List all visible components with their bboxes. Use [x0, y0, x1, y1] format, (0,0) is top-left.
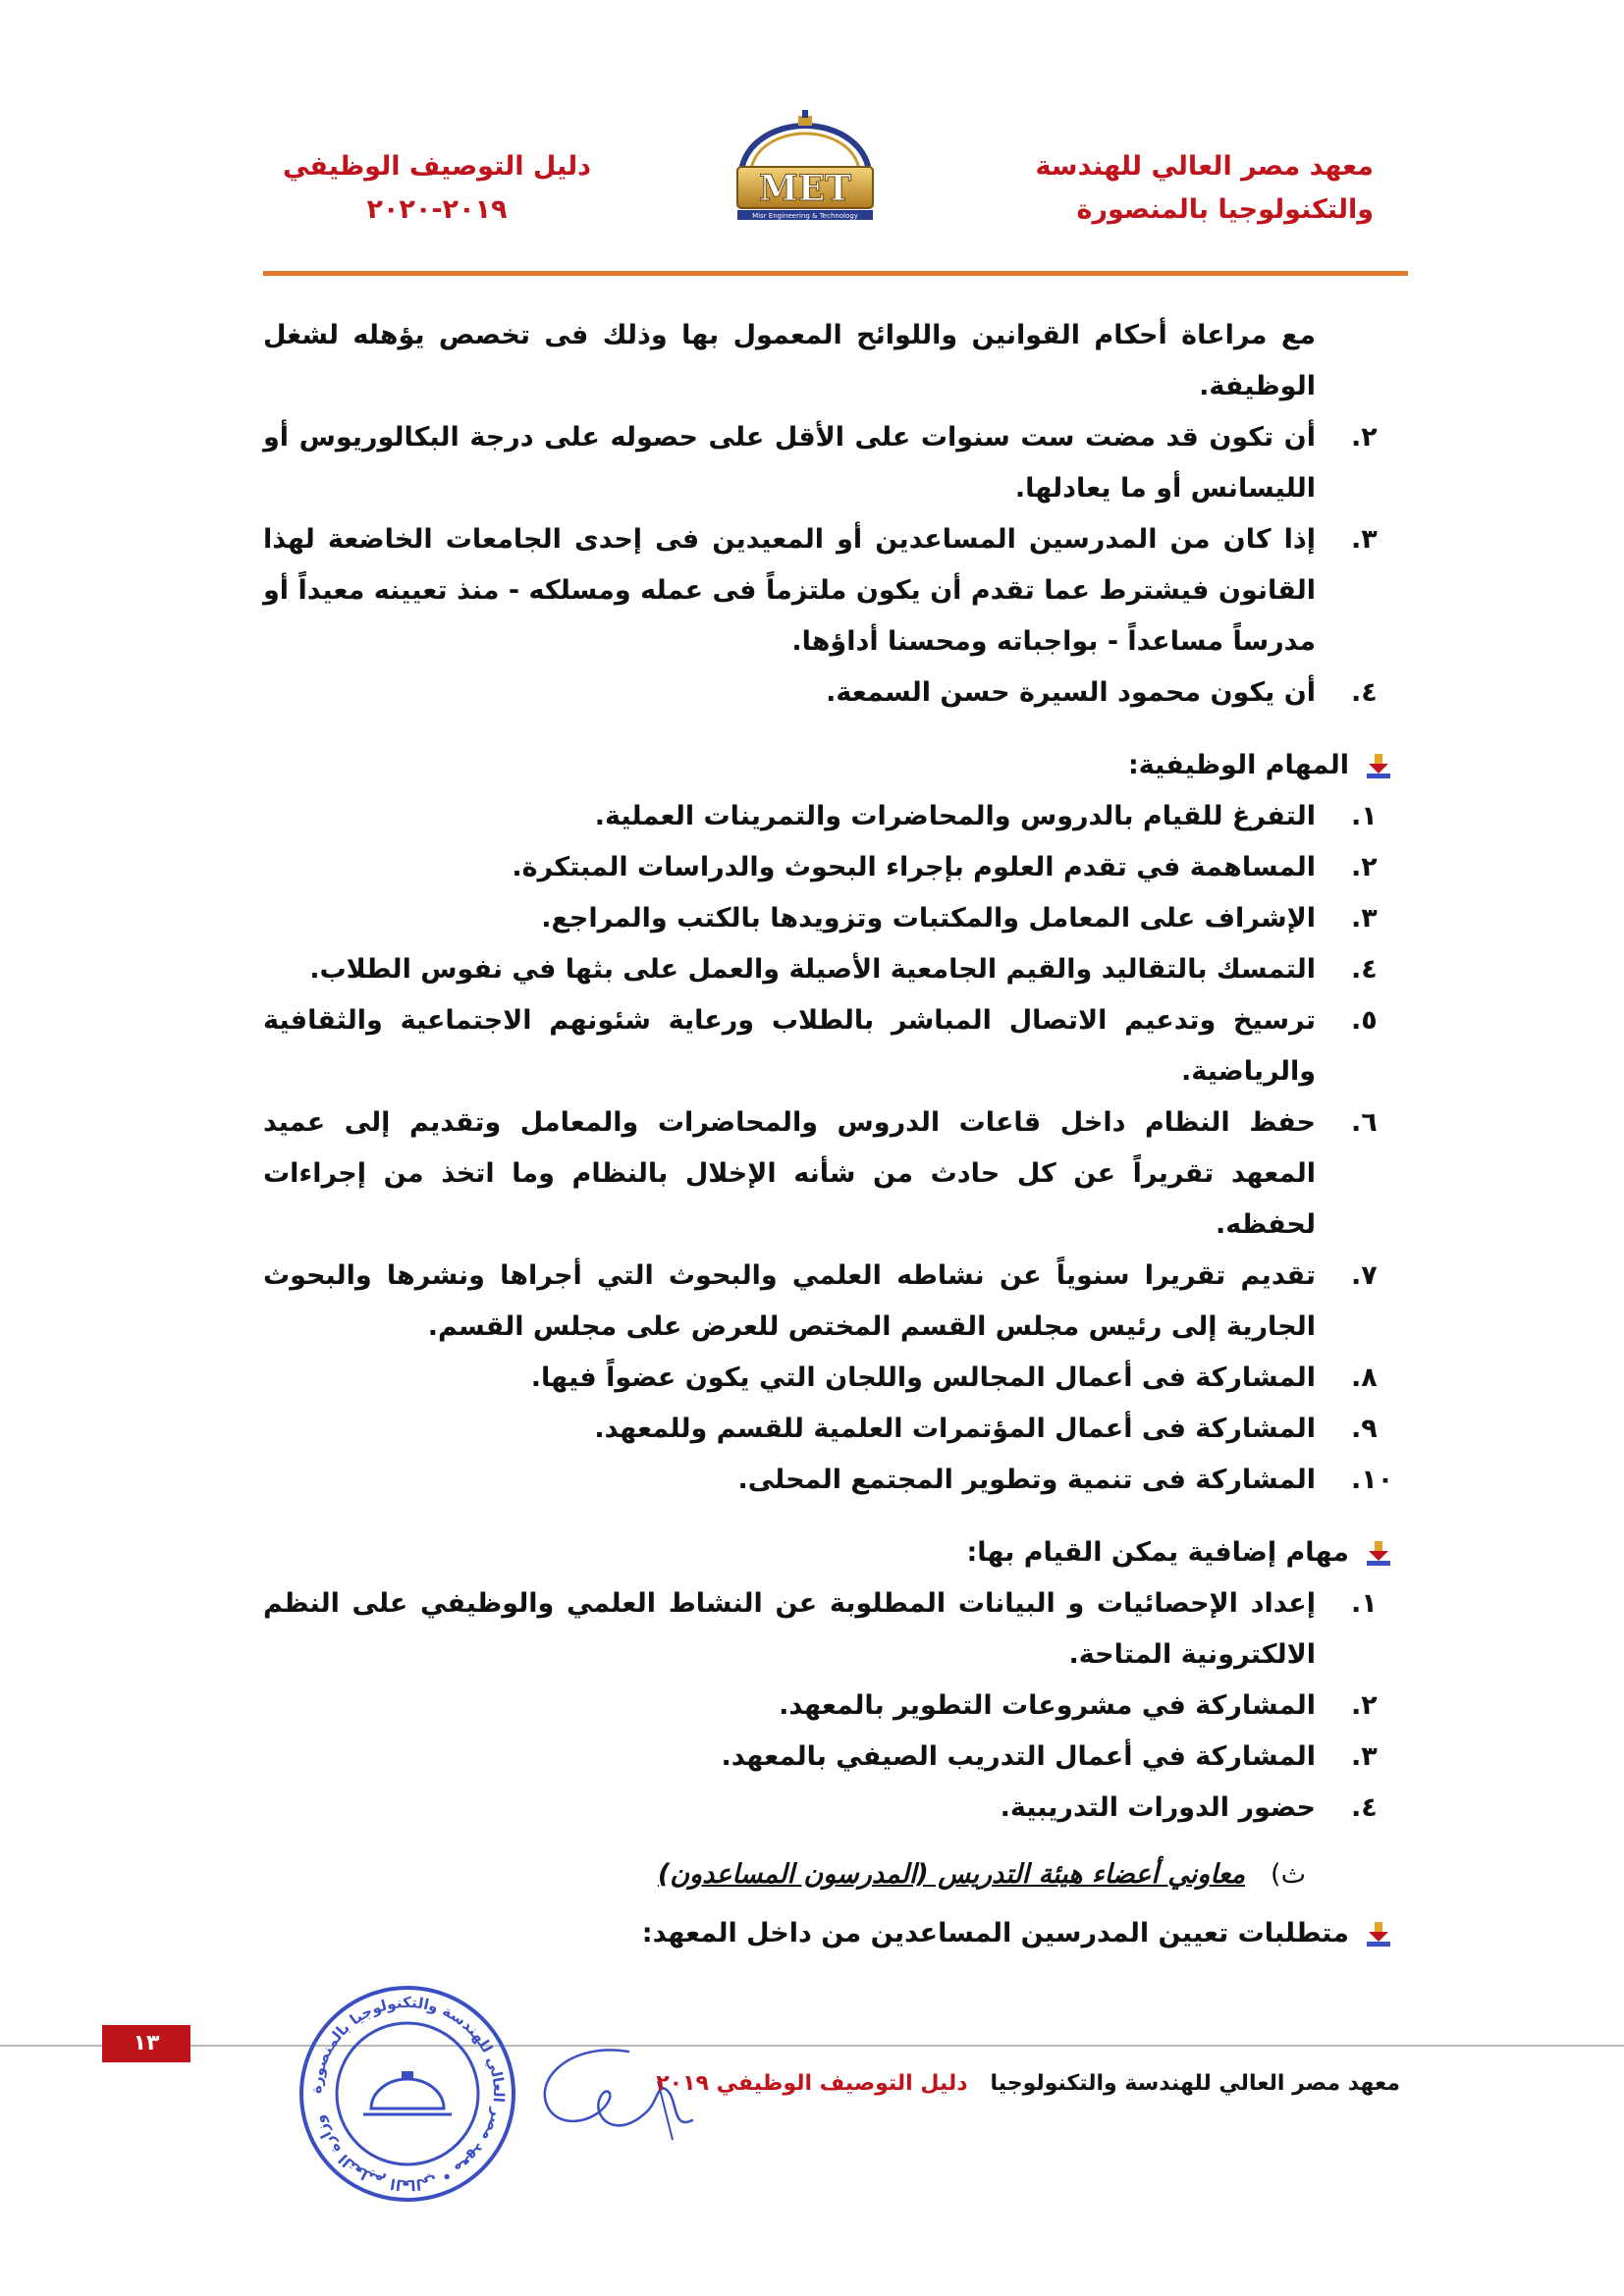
duty-number: ٣. — [1351, 903, 1378, 934]
duty-item — [263, 1404, 1394, 1455]
institute-logo — [722, 106, 889, 234]
duty-text: تقديم تقريرا سنوياً عن نشاطه العلمي والبحوث التي أجراها ونشرها والبحوث الجارية إلى رئيس مجلس القسم المختص للعرض على مجلس القسم. — [263, 1260, 1316, 1342]
extra-duty-number: ١. — [1351, 1588, 1378, 1619]
extra-duty-item — [263, 1783, 1394, 1834]
extra-duty-text: المشاركة في أعمال التدريب الصيفي بالمعهد. — [721, 1741, 1316, 1772]
header-institute-line2: والتكنولوجيا بالمنصورة — [1076, 194, 1374, 225]
requirement-number: ٣. — [1351, 524, 1378, 555]
extra-duty-number: ٣. — [1351, 1741, 1378, 1772]
intro-paragraph: مع مراعاة أحكام القوانين واللوائح المعمول بها وذلك فى تخصص يؤهله لشغل الوظيفة. — [263, 320, 1316, 401]
arrow-bullet-icon — [1363, 1537, 1394, 1569]
extra-duty-text: حضور الدورات التدريبية. — [1000, 1792, 1316, 1823]
duty-item — [263, 1455, 1394, 1506]
subsection-heading — [263, 1849, 1394, 1900]
page-number: ١٣ — [102, 2025, 190, 2062]
requirement-item — [263, 667, 1394, 719]
duty-text: المشاركة فى أعمال المجالس واللجان التي يكون عضواً فيها. — [530, 1362, 1316, 1393]
duty-item — [263, 1097, 1394, 1251]
header-guide-title: دليل التوصيف الوظيفي — [282, 151, 592, 182]
logo-text: MET — [758, 168, 852, 209]
subsection-title: معاوني أعضاء هيئة التدريس (المدرسون المساعدون) — [657, 1859, 1246, 1890]
requirement-item — [263, 514, 1394, 667]
duty-item — [263, 1251, 1394, 1353]
duty-text: التمسك بالتقاليد والقيم الجامعية الأصيلة والعمل على بثها في نفوس الطلاب. — [309, 954, 1316, 985]
duty-text: حفظ النظام داخل قاعات الدروس والمحاضرات والمعامل وتقديم إلى عميد المعهد تقريراً عن كل حادث من شأنه الإخلال بالنظام وما اتخذ من إجراءات لحفظه. — [263, 1107, 1316, 1240]
header-institute — [961, 145, 1374, 232]
duty-item — [263, 944, 1394, 995]
subsection-letter: ث) — [1271, 1859, 1306, 1890]
extra-duty-text: المشاركة في مشروعات التطوير بالمعهد. — [779, 1690, 1316, 1721]
duty-number: ٤. — [1351, 954, 1378, 985]
duty-text: التفرغ للقيام بالدروس والمحاضرات والتمرينات العملية. — [594, 801, 1316, 831]
extra-duty-number: ٤. — [1351, 1792, 1378, 1823]
duty-item — [263, 842, 1394, 893]
extra-duty-item — [263, 1732, 1394, 1783]
stamp-text: وزارة التعليم العالي • معهد مصر العالي للهندسة والتكنولوجيا بالمنصورة — [306, 1993, 509, 2195]
duty-number: ٨. — [1351, 1362, 1378, 1393]
header-divider — [263, 271, 1408, 276]
duty-number: ٦. — [1351, 1107, 1378, 1138]
duty-number: ٧. — [1351, 1260, 1378, 1291]
duty-number: ١. — [1351, 801, 1378, 831]
extra-duties-heading — [263, 1527, 1394, 1578]
extra-duty-text: إعداد الإحصائيات و البيانات المطلوبة عن النشاط العلمي والوظيفي على النظم الالكترونية المتاحة. — [263, 1588, 1316, 1670]
footer-guide: دليل التوصيف الوظيفي ٢٠١٩ — [656, 2071, 968, 2096]
arrow-bullet-icon — [1363, 750, 1394, 781]
page-content — [263, 310, 1394, 1959]
logo-subtext: Misr Engineering & Technology — [752, 212, 858, 220]
duty-item — [263, 893, 1394, 944]
duty-item — [263, 995, 1394, 1097]
duty-text: الإشراف على المعامل والمكتبات وتزويدها بالكتب والمراجع. — [541, 903, 1316, 934]
header-institute-line1: معهد مصر العالي للهندسة — [1035, 151, 1374, 182]
extra-duty-number: ٢. — [1351, 1690, 1378, 1721]
requirement-number: ٢. — [1351, 422, 1378, 453]
duties-heading-text: المهام الوظيفية: — [1127, 750, 1349, 780]
requirement-text: إذا كان من المدرسين المساعدين أو المعيدين فى إحدى الجامعات الخاضعة لهذا القانون فيشترط عما تقدم أن يكون ملتزماً فى عمله ومسلكه - منذ تعيينه معيداً أو مدرساً مساعداً - بواجباته ومحسنا أداؤها. — [263, 524, 1316, 657]
requirement-number: ٤. — [1351, 677, 1378, 708]
requirement-item — [263, 412, 1394, 514]
duty-text: المشاركة فى أعمال المؤتمرات العلمية للقسم وللمعهد. — [594, 1414, 1316, 1444]
duty-text: المشاركة فى تنمية وتطوير المجتمع المحلى. — [737, 1465, 1316, 1495]
extra-duty-item — [263, 1681, 1394, 1732]
footer-divider — [0, 2045, 1624, 2047]
duties-heading — [263, 740, 1394, 791]
header-guide — [280, 145, 594, 232]
duty-number: ٩. — [1351, 1414, 1378, 1444]
duty-text: ترسيخ وتدعيم الاتصال المباشر بالطلاب ورعاية شئونهم الاجتماعية والثقافية والرياضية. — [263, 1005, 1316, 1087]
duty-number: ٥. — [1351, 1005, 1378, 1036]
requirement-text: أن تكون قد مضت ست سنوات على الأقل على حصوله على درجة البكالوريوس أو الليسانس أو ما يعادلها. — [263, 422, 1316, 504]
footer-institute: معهد مصر العالي للهندسة والتكنولوجيا — [990, 2071, 1400, 2096]
extra-duty-item — [263, 1578, 1394, 1681]
header-guide-years: ٢٠١٩-٢٠٢٠ — [366, 194, 508, 225]
arrow-bullet-icon — [1363, 1918, 1394, 1949]
appointment-heading-text: متطلبات تعيين المدرسين المساعدين من داخل المعهد: — [641, 1918, 1349, 1949]
requirement-text: أن يكون محمود السيرة حسن السمعة. — [826, 677, 1316, 708]
official-stamp — [295, 1981, 520, 2207]
extra-duties-heading-text: مهام إضافية يمكن القيام بها: — [966, 1537, 1349, 1568]
duty-item — [263, 1353, 1394, 1404]
appointment-heading — [263, 1908, 1394, 1959]
duty-number: ٢. — [1351, 852, 1378, 882]
duty-number: ١٠. — [1351, 1465, 1394, 1495]
duty-text: المساهمة في تقدم العلوم بإجراء البحوث والدراسات المبتكرة. — [512, 852, 1316, 882]
duty-item — [263, 791, 1394, 842]
footer-text — [656, 2071, 1400, 2096]
